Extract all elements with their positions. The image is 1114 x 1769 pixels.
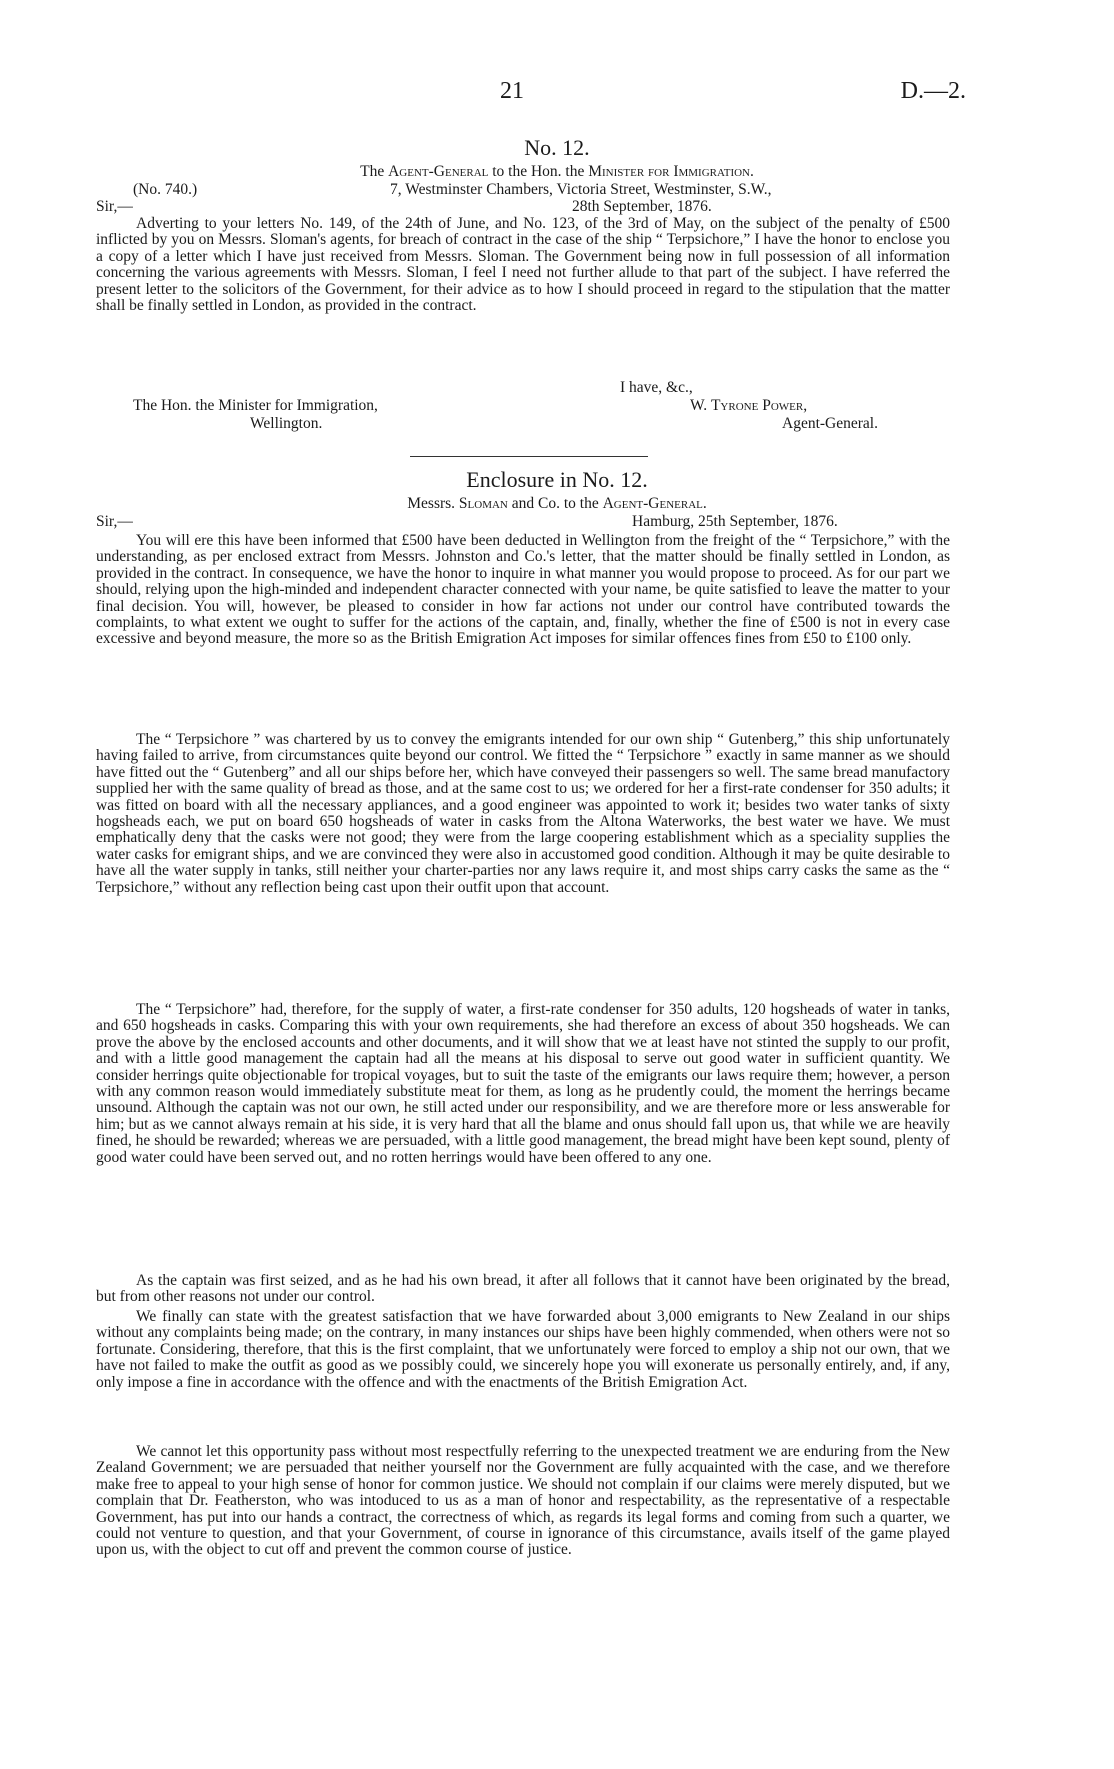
- letter-sender: Agent-General: [388, 163, 489, 180]
- section-divider: [410, 456, 648, 457]
- enclosure-paragraph: The “ Terpsichore ” was chartered by us to convey the emigrants intended for our own ship “ Gutenberg,” this ship unfortunately having failed to arrive, from circumstances quite beyond our control. We fitted the “ Terpsichore ” exactly in same manner as we should have fitted out the “ Gutenberg” and all our ships before her, which have conveyed their passengers so well. The same bread manufactory supplied her with the same quality of bread as those, and at the same cost to us; we ordered for her a first-rate condenser for 350 adults; it was fitted on board with all the necessary appliances, and a good engineer was appointed to work it; besides two water tanks of sixty hogsheads each, we put on board 650 hogsheads of water in casks from the Altona Waterworks, the best water we have. We must emphatically deny that the casks were not good; they were from the large coopering establishment which as a speciality supplies the water casks for emigrant ships, and we are convinced they were also in accustomed good condition. Although it may be quite desirable to have all the water supply in tanks, still neither your charter-parties nor any laws require it, and most ships carry casks the same as the “ Terpsichore,” without any reflection being cast upon their outfit upon that account.: [96, 731, 950, 896]
- enclosure-sender: Sloman: [458, 495, 508, 512]
- enclosure-title: Enclosure in No. 12.: [466, 467, 648, 492]
- enclosure-paragraph: You will ere this have been informed that £500 have been deducted in Wellington from the freight of the “ Terpsichore,” with the understanding, as per enclosed extract from Messrs. Johnston and Co.'s letter, that the matter should be finally settled in London, as provided in the contract. In consequence, we have the honor to inquire in what manner you would propose to proceed. As for our part we should, relying upon the high-minded and independent character connected with your name, be quite satisfied to leave the matter to your final decision. You will, however, be pleased to consider in how far actions not under our control have contributed towards the complaints, to what extent we ought to suffer for the actions of the captain, and, finally, whether the fine of £500 is not in every case excessive and beyond measure, the more so as the British Emigration Act imposes for similar offences fines from £50 to £100 only.: [96, 532, 950, 648]
- enclosure-paragraph: As the captain was first seized, and as he had his own bread, it after all follows that it cannot have been originated by the bread, but from other reasons not under our control.: [96, 1272, 950, 1306]
- letter-addressee: The Hon. the Minister for Immigration,: [133, 397, 378, 414]
- enclosure-subtitle: Messrs. Sloman and Co. to the Agent-General.: [407, 495, 707, 512]
- enclosure-paragraph: We finally can state with the greatest satisfaction that we have forwarded about 3,000 emigrants to New Zealand in our ships without any complaints being made; on the contrary, in many instances our ships have been highly commended, when others were not so fortunate. Considering, therefore, that this is the first complaint, that we unfortunately were forced to employ a ship not our own, that we have not failed to make the outfit as good as we possibly could, we sincerely hope you will exonerate us personally entirely, and, if any, only impose a fine in accordance with the offence and with the enactments of the British Emigration Act.: [96, 1308, 950, 1391]
- letter-recipient: Minister for Immigration: [588, 163, 750, 180]
- letter-salutation: Sir,—: [96, 198, 133, 215]
- letter-subtitle: The Agent-General to the Hon. the Minister for Immigration.: [360, 163, 754, 180]
- enclosure-paragraph: The “ Terpsichore” had, therefore, for the supply of water, a first-rate condenser for 350 adults, 120 hogsheads of water in tanks, and 650 hogsheads in casks. Comparing this with your own requirements, she had therefore an excess of about 350 hogsheads. We can prove the above by the enclosed accounts and other documents, and it will show that we at least have not stinted the supply to our profit, and with a little good management the captain had all the means at his disposal to serve out good water in sufficient quantity. We consider herrings quite objectionable for tropical voyages, but to suit the taste of the emigrants our laws require them; however, a person with any common reason would immediately substitute meat for them, as long as he prudently could, the moment the herrings became unsound. Although the captain was not our own, he still acted under our responsibility, and we are therefore more or less answerable for him; but as we cannot always remain at his side, it is very hard that all the blame and onus should fall upon us, that while we are heavily fined, he should be rewarded; whereas we are persuaded, with a little good management, the bread might have been kept sound, plenty of good water could have been served out, and no rotten herrings would have been offered to any one.: [96, 1001, 950, 1166]
- letter-address: 7, Westminster Chambers, Victoria Street, Westminster, S.W.,: [390, 181, 772, 198]
- letter-closing: I have, &c.,: [620, 379, 693, 396]
- letter-number: (No. 740.): [133, 181, 198, 198]
- letter-signatory-title: Agent-General.: [782, 415, 878, 432]
- enclosure-place-date: Hamburg, 25th September, 1876.: [632, 513, 838, 530]
- letter-title: No. 12.: [524, 135, 590, 160]
- letter-body: Adverting to your letters No. 149, of the 24th of June, and No. 123, of the 3rd of May, on the subject of the penalty of £500 inflicted by you on Messrs. Sloman's agents, for breach of contract in the case of the ship “ Terpsichore,” I have the honor to enclose you a copy of a letter which I have just received from Messrs. Sloman. The Government being now in full possession of all information concerning the various agreements with Messrs. Sloman, I feel I need not further allude to that part of the subject. I have referred the present letter to the solicitors of the Government, for their advice as to how I should proceed in regard to the stipulation that the matter shall be finally settled in London, as provided in the contract.: [96, 215, 950, 315]
- letter-addressee-location: Wellington.: [250, 415, 323, 432]
- letter-date: 28th September, 1876.: [572, 198, 712, 215]
- page-number: 21: [500, 78, 524, 104]
- enclosure-paragraph: We cannot let this opportunity pass without most respectfully referring to the unexpected treatment we are enduring from the New Zealand Government; we are persuaded that neither yourself nor the Government are fully acquainted with the case, and we therefore make free to appeal to your high sense of honor for common justice. We should not complain if our claims were merely disputed, but we complain that Dr. Featherston, who was intoduced to us as a man of honor and respectability, as the representative of a respectable Government, has put into our hands a contract, the correctness of which, as regards its legal forms and coming from such a quarter, we could not venture to question, and that your Government, of course in ignorance of this circumstance, avails itself of the game played upon us, with the object to cut off and prevent the common course of justice.: [96, 1443, 950, 1559]
- enclosure-recipient: Agent-General: [602, 495, 703, 512]
- enclosure-salutation: Sir,—: [96, 513, 133, 530]
- letter-signatory: W. Tyrone Power,: [690, 397, 808, 414]
- document-reference: D.—2.: [900, 78, 966, 104]
